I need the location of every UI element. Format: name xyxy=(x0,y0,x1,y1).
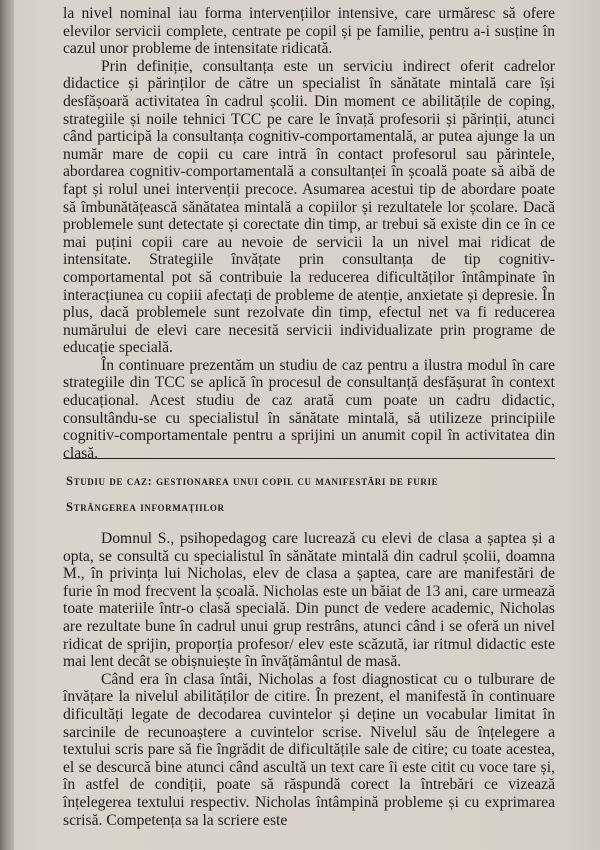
book-gutter xyxy=(0,0,14,850)
section-divider xyxy=(63,458,555,459)
case-study-subtitle: Strângerea informațiilor xyxy=(66,500,225,514)
paragraph: Prin definiție, consultanța este un serviciu indirect oferit cadrelor didactice și părinților de către un specialist în sănătate mintală care își desfășoară activitatea în cadrul școlii. Din moment ce abilitățile de coping, strategiile și noile tehnici TCC pe care le învață profesorii și părinții, atunci când participă la consultanța cognitiv-comportamentală, ar putea ajunge la un număr mare de copii cu care intră în contact profesorul sau părintele, abordarea cognitiv-comportamentală a consultanței în școală poate să aibă de fapt și rolul unei intervenții precoce. Asumarea acestui tip de abordare poate să îmbunătățească sănătatea mintală a copiilor și rezultatele lor școlare. Dacă problemele sunt detectate și corectate din timp, ar trebui să existe din ce în ce mai puțini copii care au nevoie de servicii la un nivel mai ridicat de intensitate. Strategiile învățate prin consultanța de tip cognitiv-comportamental pot să contribuie la reducerea dificultăților întâmpinate în interacțiunea cu copiii afectați de probleme de atenție, anxietate și depresie. În plus, dacă problemele sunt rezolvate din timp, efectul net va fi reducerea numărului de elevi care necesită servicii individualizate prin programe de educație specială. xyxy=(63,57,555,357)
paragraph: Domnul S., psihopedagog care lucrează cu elevi de clasa a șaptea și a opta, se consultă cu specialistul în sănătate mintală din cadrul școlii, doamna M., în privința lui Nicholas, elev de clasa a șaptea, care are manifestări de furie în mod frecvent la școală. Nicholas este un băiat de 13 ani, care urmează toate materiile într-o clasă specială. Din punct de vedere academic, Nicholas are rezultate bune în cadrul unui grup restrâns, atunci când i se oferă un nivel ridicat de sprijin, proporția profesor/ elev este scăzută, iar ritmul didactic este mai lent decât se obișnuiește în învățământul de masă. xyxy=(63,530,555,671)
body-text-case-study xyxy=(63,530,555,829)
case-study-title: Studiu de caz: gestionarea unui copil cu manifestări de furie xyxy=(66,474,439,488)
paragraph: În continuare prezentăm un studiu de caz pentru a ilustra modul în care strategiile din TCC se aplică în procesul de consultanță desfășurat în context educațional. Acest studiu de caz arată cum poate un cadru didactic, consultându-se cu specialistul în sănătate mintală, să utilizeze principiile cognitiv-comportamentale pentru a sprijini un anumit copil în activitatea din clasă. xyxy=(63,356,555,462)
body-text-top xyxy=(63,5,555,462)
paragraph: Când era în clasa întâi, Nicholas a fost diagnosticat cu o tulburare de învățare la nivelul abilităților de citire. În prezent, el manifestă în continuare dificultăți legate de decodarea cuvintelor și deține un vocabular limitat în sarcinile de recunoaștere a cuvintelor scrise. Nivelul său de înțelegere a textului scris pare să fie îngrădit de dificultățile sale de citire; cu toate acestea, el se descurcă bine atunci când ascultă un text care îi este citit cu voce tare și, în astfel de condiții, poate să răspundă corect la întrebări ce vizează înțelegerea textului respectiv. Nicholas întâmpină probleme și cu exprimarea scrisă. Competența sa la scriere este xyxy=(63,670,555,829)
paragraph: la nivel nominal iau forma intervențiilor intensive, care urmăresc să ofere elevilor servicii complete, centrate pe copil și pe familie, pentru a-i susține în cazul unor probleme de intensitate ridicată. xyxy=(63,5,555,58)
